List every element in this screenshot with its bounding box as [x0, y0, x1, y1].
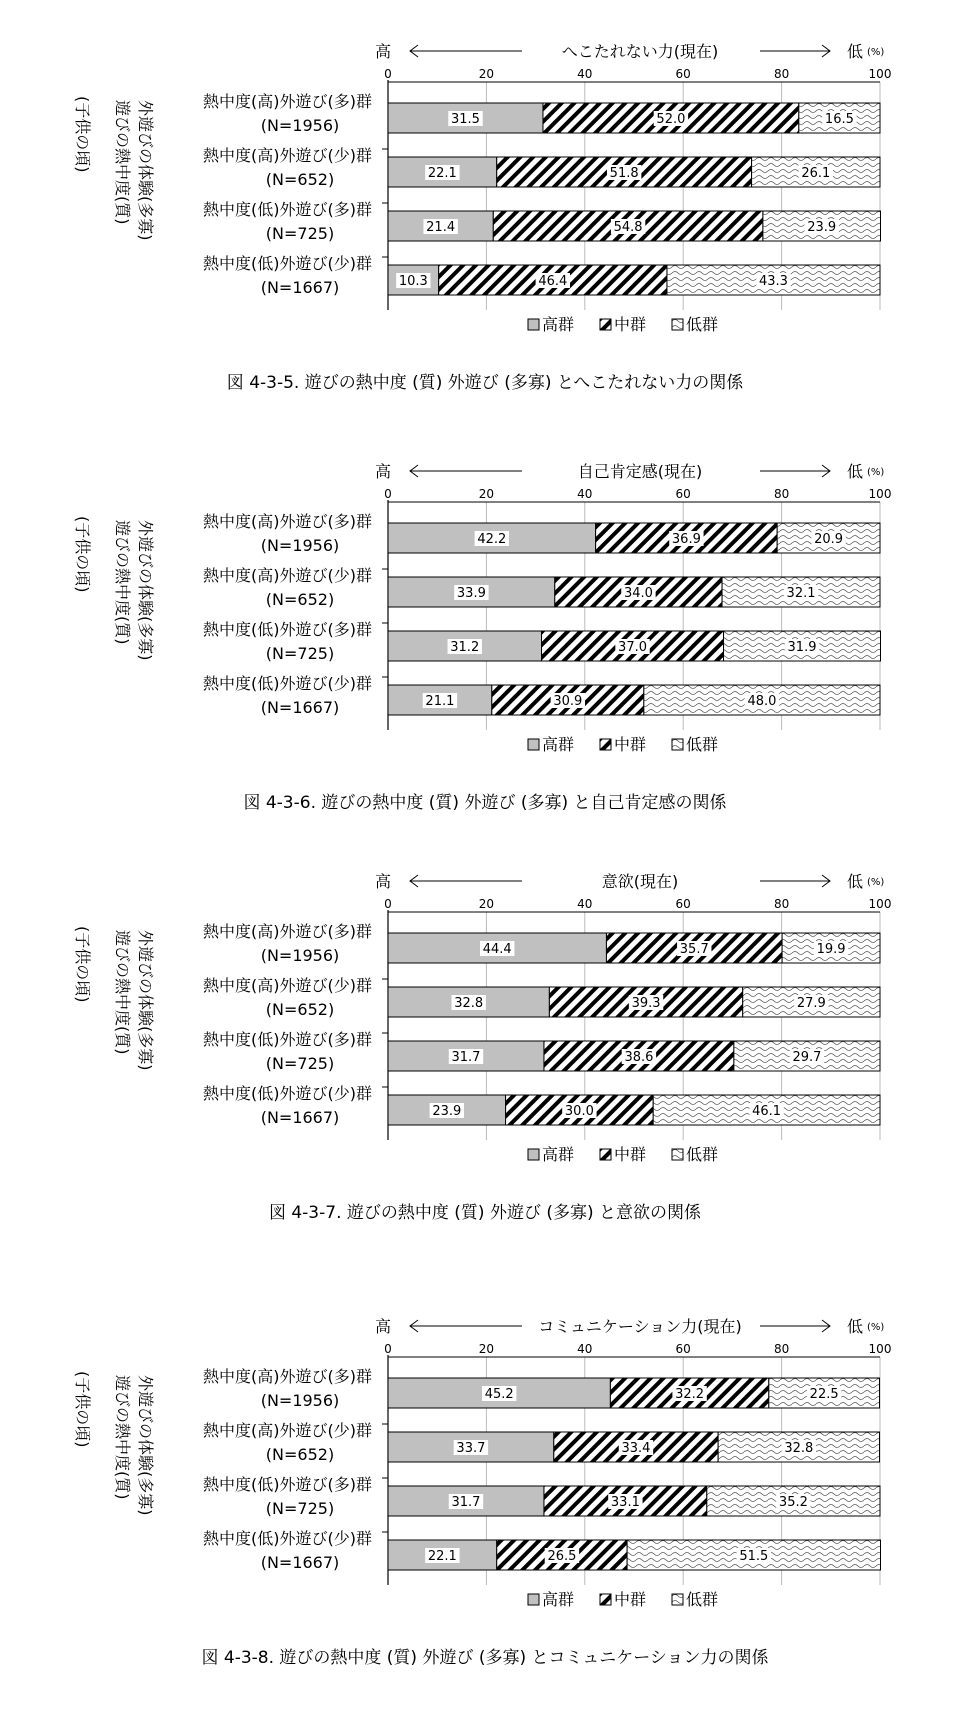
data-label: 33.1	[610, 1495, 640, 1510]
chart-panel-communication	[0, 1275, 970, 1685]
data-label: 19.9	[816, 942, 846, 957]
category-label: 熱中度(高)外遊び(多)群	[203, 922, 372, 941]
legend-swatch	[528, 1149, 539, 1160]
category-label: 熱中度(低)外遊び(多)群	[203, 620, 372, 639]
chart-svg-1	[0, 0, 970, 410]
category-label: 熱中度(高)外遊び(多)群	[203, 512, 372, 531]
data-label: 10.3	[398, 274, 428, 289]
data-label: 26.1	[801, 166, 831, 181]
data-label: 26.5	[547, 1549, 577, 1564]
data-label: 33.7	[456, 1441, 486, 1456]
legend-label: 低群	[686, 735, 719, 754]
legend-swatch	[672, 319, 683, 330]
data-label: 44.4	[482, 942, 512, 957]
data-label: 35.7	[679, 942, 709, 957]
legend-label: 低群	[686, 315, 719, 334]
unit-label: (%)	[867, 47, 885, 58]
x-tick-label: 80	[773, 67, 790, 81]
x-tick-label: 80	[773, 487, 790, 501]
legend-label: 中群	[614, 315, 647, 334]
data-label: 22.5	[809, 1387, 839, 1402]
x-tick-label: 0	[384, 1342, 392, 1356]
category-n-label: (N=652)	[265, 590, 335, 609]
data-label: 22.1	[427, 166, 457, 181]
data-label: 35.2	[778, 1495, 808, 1510]
data-label: 33.9	[456, 586, 486, 601]
data-label: 48.0	[747, 694, 777, 709]
y-group-period-label: (子供の頃)	[73, 1371, 92, 1448]
data-label: 39.3	[631, 996, 661, 1011]
legend-label: 高群	[542, 1145, 575, 1164]
category-label: 熱中度(低)外遊び(少)群	[203, 1084, 372, 1103]
x-tick-label: 40	[577, 1342, 593, 1356]
category-label: 熱中度(低)外遊び(少)群	[203, 674, 372, 693]
category-n-label: (N=725)	[265, 1054, 335, 1073]
data-label: 27.9	[796, 996, 826, 1011]
y-group-outer-label: 外遊びの体験(多寡)	[136, 100, 155, 241]
y-group-period-label: (子供の頃)	[73, 96, 92, 173]
data-label: 32.1	[786, 586, 816, 601]
category-n-label: (N=1667)	[260, 698, 340, 717]
unit-label: (%)	[867, 467, 885, 478]
data-label: 46.4	[538, 274, 568, 289]
category-label: 熱中度(低)外遊び(多)群	[203, 200, 372, 219]
data-label: 52.0	[656, 112, 686, 127]
category-label: 熱中度(高)外遊び(少)群	[203, 976, 372, 995]
data-label: 31.9	[787, 640, 817, 655]
x-tick-label: 60	[675, 1342, 691, 1356]
category-n-label: (N=1956)	[260, 1391, 340, 1410]
legend-label: 低群	[686, 1590, 719, 1609]
category-label: 熱中度(低)外遊び(多)群	[203, 1030, 372, 1049]
direction-low-label: 低	[847, 462, 864, 481]
data-label: 46.1	[752, 1104, 782, 1119]
legend-swatch	[600, 1149, 611, 1160]
data-label: 31.7	[451, 1050, 481, 1065]
data-label: 51.8	[609, 166, 639, 181]
data-label: 37.0	[618, 640, 648, 655]
data-label: 36.9	[671, 532, 701, 547]
unit-label: (%)	[867, 877, 885, 888]
data-label: 29.7	[792, 1050, 822, 1065]
category-n-label: (N=725)	[265, 1499, 335, 1518]
data-label: 32.2	[675, 1387, 705, 1402]
x-tick-label: 60	[675, 897, 691, 911]
chart-caption: 図 4-3-7. 遊びの熱中度 (質) 外遊び (多寡) と意欲の関係	[268, 1203, 702, 1223]
legend-label: 高群	[542, 735, 575, 754]
data-label: 23.9	[432, 1104, 462, 1119]
x-tick-label: 20	[478, 897, 495, 911]
x-tick-label: 40	[577, 487, 593, 501]
x-tick-label: 0	[384, 897, 392, 911]
category-n-label: (N=652)	[265, 1445, 335, 1464]
direction-high-label: 高	[375, 42, 392, 61]
legend-swatch	[672, 739, 683, 750]
legend-label: 低群	[686, 1145, 719, 1164]
direction-high-label: 高	[375, 1317, 392, 1336]
y-group-period-label: (子供の頃)	[73, 926, 92, 1003]
chart-svg-2	[0, 420, 970, 830]
data-label: 43.3	[759, 274, 788, 289]
legend-swatch	[528, 1594, 539, 1605]
data-label: 34.0	[623, 586, 653, 601]
y-group-outer-label: 外遊びの体験(多寡)	[136, 1375, 155, 1516]
chart-panel-self-esteem	[0, 420, 970, 830]
chart-panel-motivation	[0, 830, 970, 1240]
legend-swatch	[528, 319, 539, 330]
data-label: 38.6	[624, 1050, 654, 1065]
data-label: 22.1	[427, 1549, 457, 1564]
x-tick-label: 40	[577, 897, 593, 911]
category-n-label: (N=1667)	[260, 1108, 340, 1127]
x-tick-label: 40	[577, 67, 593, 81]
y-group-inner-label: 遊びの熱中度(質)	[113, 930, 132, 1055]
chart-panel-resilience	[0, 0, 970, 410]
data-label: 20.9	[814, 532, 844, 547]
legend-swatch	[528, 739, 539, 750]
data-label: 31.5	[451, 112, 480, 127]
data-label: 30.0	[564, 1104, 594, 1119]
x-tick-label: 100	[868, 1342, 892, 1356]
data-label: 45.2	[484, 1387, 514, 1402]
x-tick-label: 100	[868, 487, 892, 501]
data-label: 51.5	[739, 1549, 769, 1564]
category-label: 熱中度(高)外遊び(多)群	[203, 92, 372, 111]
y-group-period-label: (子供の頃)	[73, 516, 92, 593]
category-label: 熱中度(低)外遊び(少)群	[203, 254, 372, 273]
legend-swatch	[600, 1594, 611, 1605]
category-label: 熱中度(低)外遊び(少)群	[203, 1529, 372, 1548]
data-label: 42.2	[477, 532, 507, 547]
category-n-label: (N=652)	[265, 1000, 335, 1019]
data-label: 31.7	[451, 1495, 481, 1510]
data-label: 54.8	[613, 220, 643, 235]
y-group-outer-label: 外遊びの体験(多寡)	[136, 520, 155, 661]
chart-caption: 図 4-3-8. 遊びの熱中度 (質) 外遊び (多寡) とコミュニケーション力の関係	[201, 1648, 769, 1668]
chart-svg-4	[0, 1275, 970, 1685]
legend-label: 中群	[614, 735, 647, 754]
data-label: 30.9	[553, 694, 583, 709]
legend-swatch	[600, 739, 611, 750]
x-tick-label: 0	[384, 67, 392, 81]
category-n-label: (N=1667)	[260, 278, 340, 297]
chart-title: 意欲(現在)	[601, 872, 679, 891]
direction-high-label: 高	[375, 872, 392, 891]
category-n-label: (N=1956)	[260, 116, 340, 135]
legend-label: 中群	[614, 1590, 647, 1609]
data-label: 31.2	[450, 640, 480, 655]
direction-low-label: 低	[847, 872, 864, 891]
data-label: 21.1	[425, 694, 455, 709]
legend-label: 高群	[542, 315, 575, 334]
category-n-label: (N=725)	[265, 644, 335, 663]
legend-label: 高群	[542, 1590, 575, 1609]
legend-swatch	[672, 1149, 683, 1160]
chart-title: コミュニケーション力(現在)	[538, 1317, 742, 1336]
x-tick-label: 80	[773, 1342, 790, 1356]
data-label: 32.8	[784, 1441, 814, 1456]
data-label: 32.8	[454, 996, 484, 1011]
y-group-inner-label: 遊びの熱中度(質)	[113, 520, 132, 645]
x-tick-label: 100	[868, 897, 892, 911]
y-group-inner-label: 遊びの熱中度(質)	[113, 100, 132, 225]
x-tick-label: 20	[478, 487, 495, 501]
category-n-label: (N=725)	[265, 224, 335, 243]
category-label: 熱中度(高)外遊び(多)群	[203, 1367, 372, 1386]
data-label: 23.9	[807, 220, 837, 235]
category-label: 熱中度(低)外遊び(多)群	[203, 1475, 372, 1494]
x-tick-label: 0	[384, 487, 392, 501]
category-n-label: (N=1956)	[260, 946, 340, 965]
category-n-label: (N=1667)	[260, 1553, 340, 1572]
data-label: 16.5	[824, 112, 854, 127]
y-group-outer-label: 外遊びの体験(多寡)	[136, 930, 155, 1071]
direction-high-label: 高	[375, 462, 392, 481]
legend-label: 中群	[614, 1145, 647, 1164]
chart-caption: 図 4-3-6. 遊びの熱中度 (質) 外遊び (多寡) と自己肯定感の関係	[243, 793, 727, 813]
unit-label: (%)	[867, 1322, 885, 1333]
x-tick-label: 60	[675, 487, 691, 501]
x-tick-label: 60	[675, 67, 691, 81]
category-n-label: (N=652)	[265, 170, 335, 189]
legend-swatch	[600, 319, 611, 330]
y-group-inner-label: 遊びの熱中度(質)	[113, 1375, 132, 1500]
chart-title: へこたれない力(現在)	[561, 42, 719, 61]
category-n-label: (N=1956)	[260, 536, 340, 555]
category-label: 熱中度(高)外遊び(少)群	[203, 566, 372, 585]
legend-swatch	[672, 1594, 683, 1605]
x-tick-label: 20	[478, 67, 495, 81]
data-label: 21.4	[426, 220, 456, 235]
category-label: 熱中度(高)外遊び(少)群	[203, 146, 372, 165]
direction-low-label: 低	[847, 1317, 864, 1336]
chart-title: 自己肯定感(現在)	[577, 462, 703, 481]
x-tick-label: 20	[478, 1342, 495, 1356]
category-label: 熱中度(高)外遊び(少)群	[203, 1421, 372, 1440]
x-tick-label: 80	[773, 897, 790, 911]
x-tick-label: 100	[868, 67, 892, 81]
chart-svg-3	[0, 830, 970, 1240]
chart-caption: 図 4-3-5. 遊びの熱中度 (質) 外遊び (多寡) とへこたれない力の関係	[226, 373, 744, 393]
direction-low-label: 低	[847, 42, 864, 61]
data-label: 33.4	[621, 1441, 651, 1456]
